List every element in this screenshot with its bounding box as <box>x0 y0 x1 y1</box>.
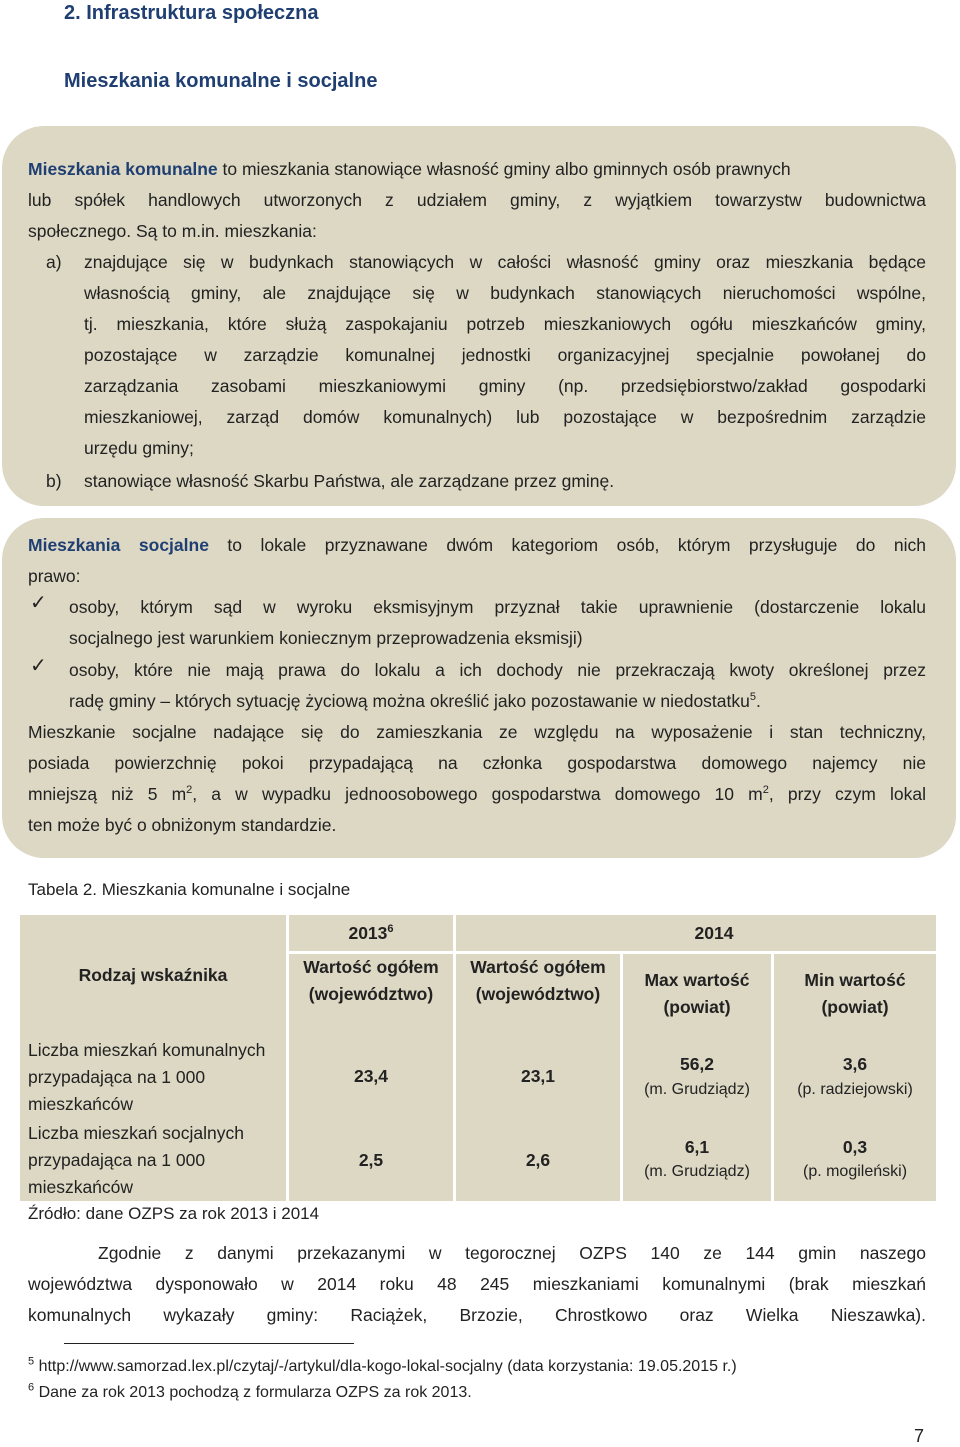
social-line-2: prawo: <box>28 566 81 586</box>
footnote-separator <box>64 1343 354 1344</box>
footnote-ref-6: 6 <box>387 923 394 936</box>
check2-line-2-text: radę gminy – których sytuację życiową można określić jako pozostawanie w niedostatku <box>69 691 750 711</box>
footnote-ref-5: 5 <box>749 691 757 704</box>
footnote-text: http://www.samorzad.lex.pl/czytaj/-/artykul/dla-kogo-lokal-socjalny (data korzystania: 19.05.2015 r.) <box>38 1358 737 1375</box>
item-b-text: stanowiące własność Skarbu Państwa, ale zarządzane przez gminę. <box>84 471 615 491</box>
table-value-2014: 2,6 <box>525 1150 551 1170</box>
table-source: Źródło: dane OZPS za rok 2013 i 2014 <box>28 1204 320 1223</box>
table-value-2013: 23,4 <box>353 1066 389 1086</box>
table-header-max: Max wartość (powiat) <box>644 970 750 1017</box>
social-para-line-3a: mniejszą niż 5 m <box>28 784 187 804</box>
table-place-min: (p. mogileński) <box>802 1163 908 1180</box>
table-place-min: (p. radziejowski) <box>797 1081 913 1098</box>
communal-line-1-rest: to mieszkania stanowiące własność gminy albo gminnych osób prawnych <box>217 159 791 179</box>
table-header-indicator: Rodzaj wskaźnika <box>78 965 228 985</box>
footnote-mark: 6 <box>28 1381 35 1394</box>
table-place-max: (m. Grudziądz) <box>644 1163 750 1180</box>
item-a-line-1: znajdujące się w budynkach stanowiących w całości własność gminy oraz mieszkania będące <box>84 252 926 272</box>
check2-line-2 <box>69 686 761 717</box>
social-para-line-2: posiada powierzchnię pokoi przypadającą na członka gospodarstwa domowego najemcy nie <box>28 753 926 773</box>
item-a-line-4: pozostające w zarządzie komunalnej jednostki organizacyjnej specjalnie powołanej do <box>84 345 926 365</box>
social-para-line-1: Mieszkanie socjalne nadające się do zamieszkania ze względu na wyposażenie i stan techniczny, <box>28 722 926 742</box>
body-line-2: województwa dysponowało w 2014 roku 48 245 mieszkaniami komunalnymi (brak mieszkań <box>28 1274 926 1294</box>
table-header-total-2014: Wartość ogółem (województwo) <box>470 957 606 1004</box>
table-value-2013: 2,5 <box>358 1150 384 1170</box>
footnote-6 <box>28 1381 472 1402</box>
communal-lead: Mieszkania komunalne <box>28 159 218 179</box>
item-a-line-7: urzędu gminy; <box>84 438 194 458</box>
footnote-mark: 5 <box>28 1355 35 1368</box>
social-para-line-3c: , przy czym lokal <box>768 784 926 804</box>
table-header-year-2014: 2014 <box>694 923 734 943</box>
table-value-2014: 23,1 <box>520 1066 556 1086</box>
social-para-line-3 <box>28 779 926 810</box>
footnote-text: Dane za rok 2013 pochodzą z formularza OZPS za rok 2013. <box>38 1384 472 1401</box>
table-header-year-2013 <box>289 920 453 947</box>
item-a-line-2: własnością gminy, ale znajdujące się w budynkach stanowiących nieruchomości wspólne, <box>84 283 926 303</box>
check1-line-1: osoby, którym sąd w wyroku eksmisyjnym przyznał takie uprawnienie (dostarczenie lokalu <box>69 597 926 617</box>
body-line-1: Zgodnie z danymi przekazanymi w tegorocznej OZPS 140 ze 144 gmin naszego <box>98 1243 926 1263</box>
table-value-min: 0,3 <box>842 1137 868 1157</box>
social-line-1 <box>28 530 926 561</box>
year-2013-label: 2013 <box>348 923 388 943</box>
table-value-max: 56,2 <box>679 1054 715 1074</box>
table-header-total-2013: Wartość ogółem (województwo) <box>303 957 439 1004</box>
superscript-2: 2 <box>186 784 193 797</box>
social-para-line-4: ten może być o obniżonym standardzie. <box>28 815 337 835</box>
superscript-2: 2 <box>762 784 769 797</box>
check1-line-2: socjalnego jest warunkiem koniecznym przeprowadzenia eksmisji) <box>69 628 583 648</box>
social-para-line-3b: , a w wypadku jednoosobowego gospodarstwa domowego 10 m <box>192 784 763 804</box>
table-row-label: Liczba mieszkań komunalnych przypadająca na 1 000 mieszkańców <box>28 1040 266 1114</box>
check2-line-2-end: . <box>756 691 761 711</box>
item-a-line-3: tj. mieszkania, które służą zaspokajaniu potrzeb mieszkaniowych ogółu mieszkańców gminy, <box>84 314 926 334</box>
table-caption: Tabela 2. Mieszkania komunalne i socjalne <box>28 880 351 899</box>
table-row-label: Liczba mieszkań socjalnych przypadająca na 1 000 mieszkańców <box>28 1123 244 1197</box>
check-mark-icon: ✓ <box>30 592 47 614</box>
page-number: 7 <box>914 1426 925 1446</box>
check2-line-1: osoby, które nie mają prawa do lokalu a ich dochody nie przekraczają kwoty określonej przez <box>69 660 926 680</box>
social-line-1-rest: to lokale przyznawane dwóm kategoriom osób, którym przysługuje do nich <box>208 535 926 555</box>
body-line-3: komunalnych wykazały gminy: Raciążek, Brzozie, Chrostkowo oraz Wielka Nieszawka). <box>28 1305 926 1325</box>
list-marker-a: a) <box>46 252 62 272</box>
communal-line-3: społecznego. Są to m.in. mieszkania: <box>28 221 317 241</box>
table-header-min: Min wartość (powiat) <box>804 970 906 1017</box>
table-value-max: 6,1 <box>684 1137 710 1157</box>
communal-line-1 <box>28 154 926 185</box>
list-marker-b: b) <box>46 471 62 491</box>
item-a-line-6: mieszkaniowej, zarząd domów komunalnych) lub pozostające w bezpośrednim zarządzie <box>84 407 926 427</box>
item-a-line-5: zarządzania zasobami mieszkaniowymi gminy (np. przedsiębiorstwo/zakład gospodarki <box>84 376 926 396</box>
communal-line-2: lub spółek handlowych utworzonych z udziałem gminy, z wyjątkiem towarzystw budownictwa <box>28 190 926 210</box>
table-place-max: (m. Grudziądz) <box>644 1081 750 1098</box>
table-value-min: 3,6 <box>842 1054 868 1074</box>
check-mark-icon: ✓ <box>30 655 47 677</box>
footnote-5 <box>28 1355 737 1376</box>
social-lead: Mieszkania socjalne <box>28 535 209 555</box>
sub-heading: Mieszkania komunalne i socjalne <box>64 70 378 92</box>
section-heading: 2. Infrastruktura społeczna <box>64 2 319 24</box>
